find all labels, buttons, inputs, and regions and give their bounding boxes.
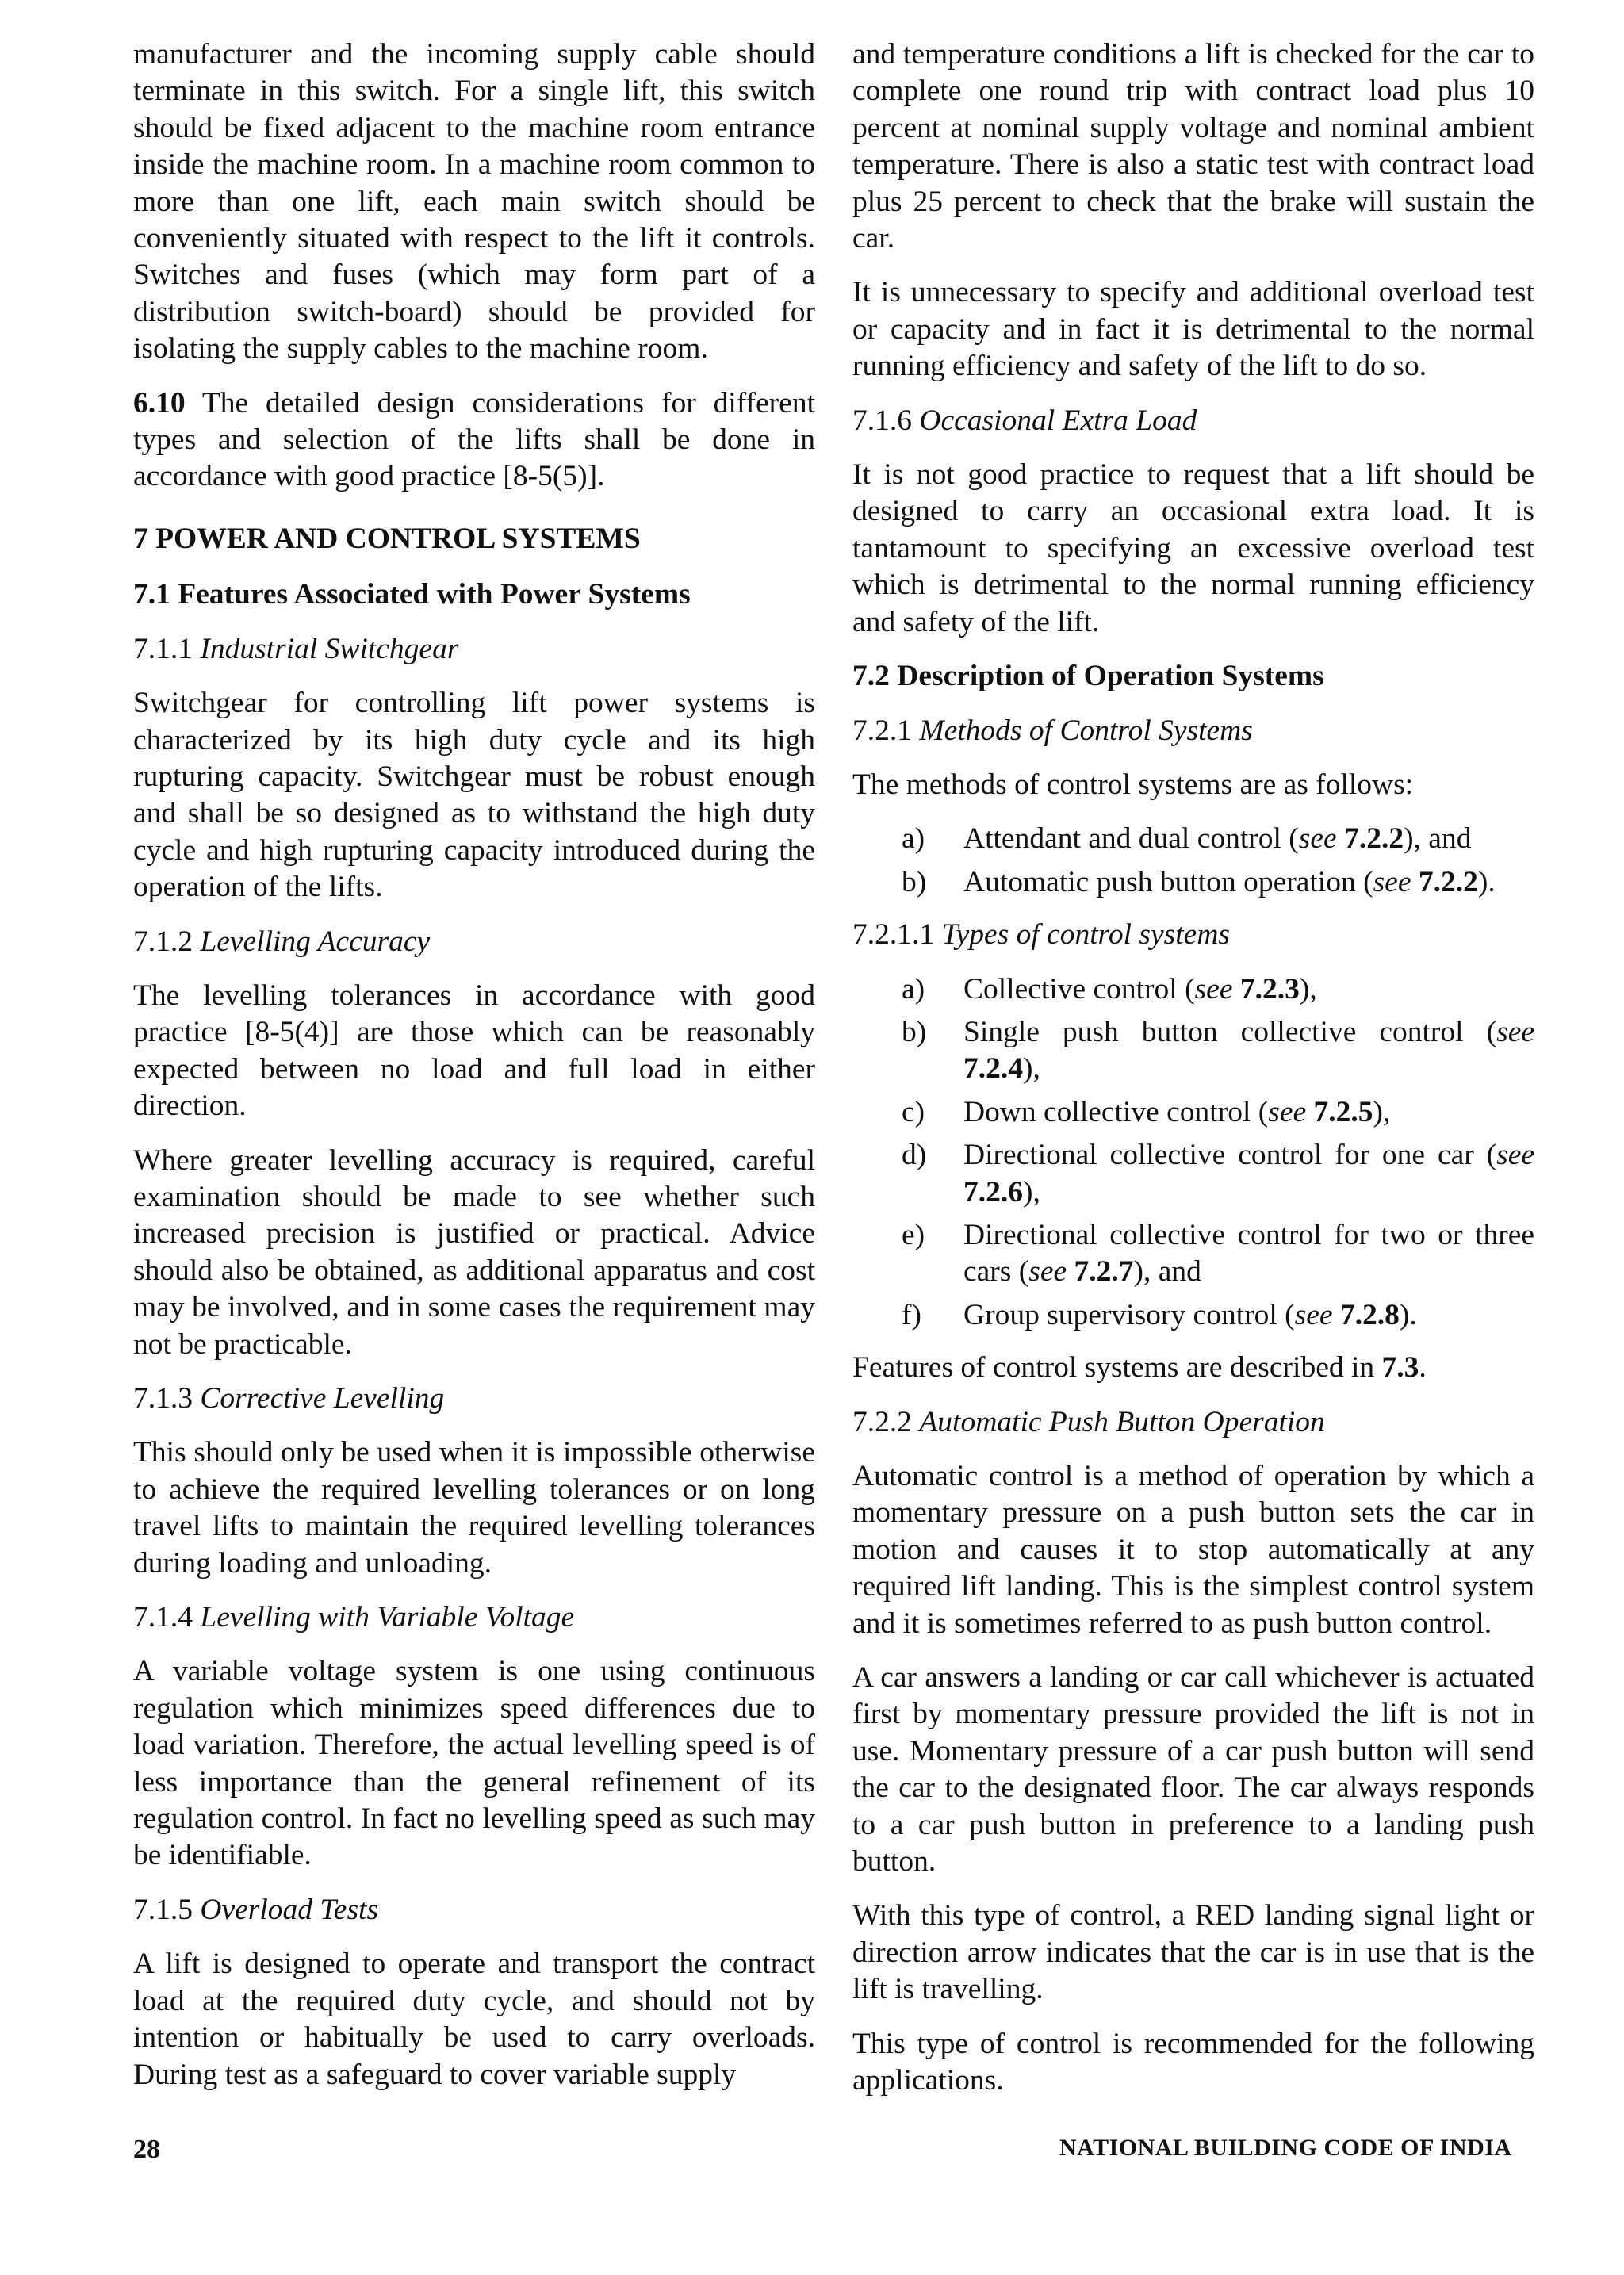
list-item-text: Automatic push button operation (: [963, 865, 1373, 898]
list-marker: c): [902, 1095, 925, 1128]
clause-reference: 7.2.6: [963, 1175, 1023, 1208]
heading-7-1-2-number: 7.1.2: [133, 925, 201, 958]
heading-7-1-4-title: Levelling with Variable Voltage: [200, 1601, 575, 1634]
heading-7-1-3-title: Corrective Levelling: [200, 1382, 445, 1415]
list-item-text: Directional collective control for two or three cars (: [963, 1218, 1534, 1289]
paragraph-7-2-2-a: Automatic control is a method of operation by which a momentary pressure on a push button sets the car in motion and causes it to stop automatically at any required lift landing. This is the simplest control system and it is sometimes referred to as push button control.: [852, 1460, 1534, 1640]
list-item: [852, 1217, 1534, 1291]
paragraph-7-2-2-d: This type of control is recommended for the following applications.: [852, 2027, 1534, 2097]
clause-reference: 7.2.7: [1074, 1255, 1134, 1289]
list-item: [852, 1014, 1534, 1088]
list-item-tail: ),: [1373, 1095, 1391, 1128]
heading-7-2-1-1: [852, 917, 1534, 953]
overload-paragraph: It is unnecessary to specify and additional overload test or capacity and in fact it is detrimental to the normal running efficiency and safety of the lift to do so.: [852, 276, 1534, 383]
paragraph-7-1-1: Switchgear for controlling lift power systems is characterized by its high duty cycle and its high rupturing capacity. Switchgear must be robust enough and shall be so designed as to withstand the high duty cycle and high rupturing capacity introduced during the operation of the lifts.: [133, 687, 815, 904]
paragraph-7-2-2-b: A car answers a landing or car call whichever is actuated first by momentary pressure provided the lift is not in use. Momentary pressure of a car push button will send the car to the designated floor. The car always responds to a car push button in preference to a landing push button.: [852, 1661, 1534, 1879]
heading-7-1-4-number: 7.1.4: [133, 1601, 201, 1634]
heading-7-2-1: [852, 713, 1534, 749]
heading-7-1-3: [133, 1381, 815, 1417]
clause-6-10-number: 6.10: [133, 386, 186, 419]
list-marker: a): [902, 972, 925, 1005]
list-item-tail: ).: [1399, 1298, 1417, 1331]
heading-7-2-1-1-title: Types of control systems: [941, 918, 1231, 952]
list-item-text: Single push button collective control (: [963, 1015, 1497, 1048]
list-marker: b): [902, 1015, 927, 1048]
clause-reference: 7.2.8: [1339, 1298, 1400, 1331]
list-item: [852, 864, 1534, 901]
list-marker: b): [902, 865, 927, 898]
clause-reference: 7.2.2: [1418, 865, 1478, 898]
see-word: see: [1194, 972, 1233, 1005]
left-column: [133, 36, 815, 2111]
clause-reference: 7.2.3: [1239, 972, 1300, 1005]
heading-7-1-3-number: 7.1.3: [133, 1382, 201, 1415]
see-word: see: [1298, 822, 1337, 856]
list-item-tail: ).: [1477, 865, 1496, 898]
see-word: see: [1496, 1139, 1534, 1172]
see-word: see: [1028, 1255, 1067, 1289]
heading-7-2-1-number: 7.2.1: [852, 714, 920, 747]
list-item: [852, 1297, 1534, 1334]
heading-7-1-5-number: 7.1.5: [133, 1893, 201, 1926]
heading-7-1-4: [133, 1599, 815, 1636]
list-item: [852, 971, 1534, 1008]
list-item: [852, 1094, 1534, 1131]
heading-7-1-5: [133, 1892, 815, 1928]
list-item-tail: ), and: [1404, 822, 1472, 856]
methods-list: [852, 821, 1534, 901]
list-item: [852, 1137, 1534, 1211]
features-paragraph: [852, 1350, 1534, 1386]
paragraph-7-1-3: This should only be used when it is impossible otherwise to achieve the required levelling tolerances or on long travel lifts to maintain the required levelling tolerances during loading and unloading.: [133, 1436, 815, 1580]
paragraph-7-2-2-c: With this type of control, a RED landing signal light or direction arrow indicates that the car is in use that is the lift is travelling.: [852, 1899, 1534, 2006]
heading-7-1-6: [852, 403, 1534, 439]
paragraph-7-2-1: The methods of control systems are as follows:: [852, 768, 1414, 801]
list-item-text: Directional collective control for one car (: [963, 1139, 1497, 1172]
list-marker: f): [902, 1298, 921, 1331]
list-item-tail: ),: [1023, 1052, 1040, 1086]
heading-7-1-6-title: Occasional Extra Load: [919, 404, 1197, 437]
heading-7-1-1-title: Industrial Switchgear: [200, 632, 459, 665]
clause-reference: 7.3: [1381, 1351, 1419, 1385]
paragraph-7-1-2-b: Where greater levelling accuracy is required, careful examination should be made to see whether such increased precision is justified or practical. Advice should also be obtained, as additional apparatus and cost may be involved, and in some cases the requirement may not be practicable.: [133, 1143, 815, 1361]
list-item-tail: ), and: [1133, 1255, 1201, 1289]
list-marker: d): [902, 1139, 927, 1172]
section-7-heading: 7 POWER AND CONTROL SYSTEMS: [133, 522, 641, 555]
list-item-text: Attendant and dual control (: [963, 822, 1299, 856]
clause-reference: 7.2.5: [1313, 1095, 1373, 1128]
see-word: see: [1496, 1015, 1534, 1048]
publication-title: NATIONAL BUILDING CODE OF INDIA: [1059, 2135, 1512, 2161]
intro-paragraph: manufacturer and the incoming supply cable should terminate in this switch. For a single lift, this switch should be fixed adjacent to the machine room entrance inside the machine room. In a machine room common to more than one lift, each main switch should be conveniently situated with respect to the lift it controls. Switches and fuses (which may form part of a distribution switch-board) should be provided for isolating the supply cables to the machine room.: [133, 38, 815, 366]
features-text: Features of control systems are described in: [852, 1351, 1382, 1385]
paragraph-7-1-6: It is not good practice to request that a lift should be designed to carry an occasional extra load. It is tantamount to specifying an excessive overload test which is detrimental to the normal running efficiency and safety of the lift.: [852, 458, 1534, 638]
paragraph-7-1-5: A lift is designed to operate and transport the contract load at the required duty cycle, and should not by intention or habitually be used to carry overloads. During test as a safeguard to cover variable supply: [133, 1948, 815, 2091]
clause-reference: 7.2.4: [963, 1052, 1023, 1086]
heading-7-2-2-number: 7.2.2: [852, 1405, 920, 1438]
clause-reference: 7.2.2: [1344, 822, 1404, 856]
list-marker: a): [902, 822, 925, 856]
list-item-text: Down collective control (: [963, 1095, 1269, 1128]
section-7-2-heading: 7.2 Description of Operation Systems: [852, 660, 1324, 693]
list-marker: e): [902, 1218, 925, 1251]
clause-6-10-text: The detailed design considerations for different types and selection of the lifts shall be done in accordance with good practice [8-5(5)].: [133, 386, 815, 493]
see-word: see: [1268, 1095, 1307, 1128]
list-item: [852, 821, 1534, 857]
see-word: see: [1294, 1298, 1333, 1331]
paragraph-7-1-4: A variable voltage system is one using continuous regulation which minimizes speed differences due to load variation. Therefore, the actual levelling speed is of less importance than the general refinement of its regulation control. In fact no levelling speed as such may be identifiable.: [133, 1655, 815, 1872]
list-item-tail: ),: [1299, 972, 1317, 1005]
continued-paragraph: and temperature conditions a lift is checked for the car to complete one round trip with contract load plus 10 percent at nominal supply voltage and nominal ambient temperature. There is also a static test with contract load plus 25 percent to check that the brake will sustain the car.: [852, 38, 1534, 255]
heading-7-1-1: [133, 631, 815, 668]
right-column: [852, 36, 1534, 2117]
section-7-1-heading: 7.1 Features Associated with Power Systems: [133, 578, 691, 611]
list-item-text: Collective control (: [963, 972, 1195, 1005]
heading-7-2-1-1-number: 7.2.1.1: [852, 918, 942, 952]
see-word: see: [1373, 865, 1411, 898]
types-list: [852, 971, 1534, 1335]
heading-7-1-2: [133, 924, 815, 960]
heading-7-1-2-title: Levelling Accuracy: [200, 925, 431, 958]
heading-7-2-2-title: Automatic Push Button Operation: [919, 1405, 1325, 1438]
page-number: 28: [133, 2135, 160, 2164]
list-item-text: Group supervisory control (: [963, 1298, 1295, 1331]
heading-7-1-6-number: 7.1.6: [852, 404, 920, 437]
list-item-tail: ),: [1023, 1175, 1040, 1208]
paragraph-7-1-2-a: The levelling tolerances in accordance with good practice [8-5(4)] are those which can be reasonably expected between no load and full load in either direction.: [133, 979, 815, 1123]
features-tail: .: [1419, 1351, 1427, 1385]
heading-7-2-1-title: Methods of Control Systems: [919, 714, 1253, 747]
heading-7-2-2: [852, 1404, 1534, 1441]
heading-7-1-1-number: 7.1.1: [133, 632, 201, 665]
heading-7-1-5-title: Overload Tests: [200, 1893, 379, 1926]
clause-6-10: [133, 385, 815, 496]
